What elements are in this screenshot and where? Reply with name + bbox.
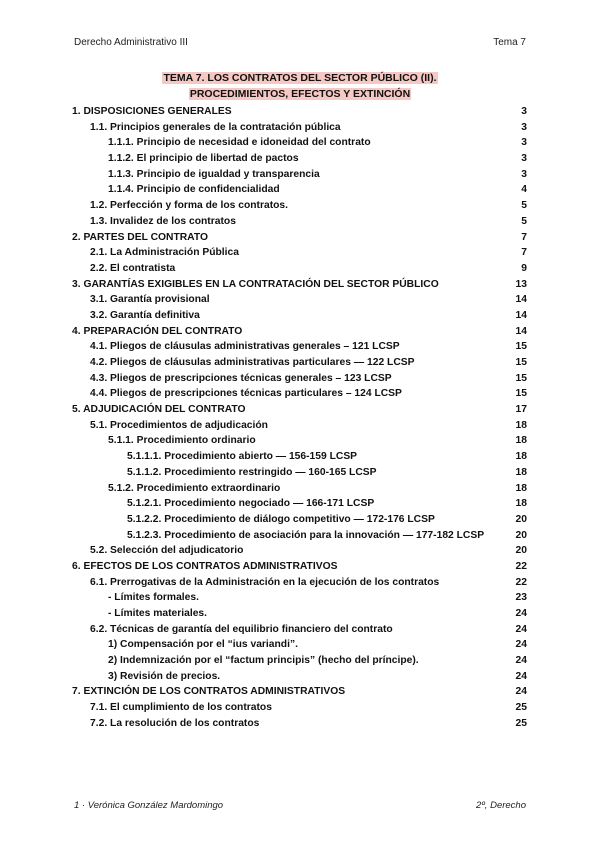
toc-entry-title: 4. PREPARACIÓN DEL CONTRATO	[72, 325, 243, 337]
toc-entry[interactable]	[72, 277, 527, 293]
toc-entry-title: 4.1. Pliegos de cláusulas administrativas generales – 121 LCSP	[90, 341, 400, 353]
toc-entry-title: 1.1.1. Principio de necesidad e idoneidad del contrato	[108, 137, 371, 149]
toc-entry[interactable]	[72, 355, 527, 371]
toc-entry[interactable]	[72, 104, 527, 120]
toc-entry-page: 18	[515, 482, 527, 494]
toc-entry-title: 6.2. Técnicas de garantía del equilibrio financiero del contrato	[90, 623, 393, 635]
toc-entry[interactable]	[72, 669, 527, 685]
toc-entry-page: 22	[515, 560, 527, 572]
toc-entry-page: 3	[521, 168, 527, 180]
toc-entry[interactable]	[72, 433, 527, 449]
toc-entry-title: 1.1.3. Principio de igualdad y transparencia	[108, 168, 320, 180]
toc-entry[interactable]	[72, 716, 527, 732]
toc-entry-title: 3. GARANTÍAS EXIGIBLES EN LA CONTRATACIÓN DEL SECTOR PÚBLICO	[72, 278, 439, 290]
toc-entry-page: 20	[515, 545, 527, 557]
toc-entry[interactable]	[72, 182, 527, 198]
toc-entry-title: 5.1. Procedimientos de adjudicación	[90, 419, 268, 431]
toc-entry-title: 2. PARTES DEL CONTRATO	[72, 231, 208, 243]
toc-entry-title: 6.1. Prerrogativas de la Administración en la ejecución de los contratos	[90, 576, 440, 588]
toc-entry-title: 2.1. La Administración Pública	[90, 247, 239, 259]
toc-entry-title: 1.1.2. El principio de libertad de pactos	[108, 153, 299, 165]
toc-entry-page: 15	[515, 388, 527, 400]
toc-entry-page: 18	[515, 466, 527, 478]
toc-entry-page: 24	[515, 670, 527, 682]
toc-entry[interactable]	[72, 386, 527, 402]
toc-entry-page: 25	[515, 702, 527, 714]
toc-entry-page: 14	[515, 294, 527, 306]
toc-entry-page: 9	[521, 262, 527, 274]
toc-entry-page: 15	[515, 372, 527, 384]
toc-entry-page: 18	[515, 498, 527, 510]
toc-entry[interactable]	[72, 465, 527, 481]
toc-entry-page: 3	[521, 137, 527, 149]
toc-entry-title: 4.3. Pliegos de prescripciones técnicas generales – 123 LCSP	[90, 372, 392, 384]
toc-entry-title: 1. DISPOSICIONES GENERALES	[72, 106, 232, 117]
toc-entry-page: 5	[521, 200, 527, 212]
toc-entry-title: 5.1.2.2. Procedimiento de diálogo competitivo — 172-176 LCSP	[127, 513, 435, 525]
page-header	[74, 37, 526, 51]
toc-entry[interactable]	[72, 575, 527, 591]
toc-entry-title: 7. EXTINCIÓN DE LOS CONTRATOS ADMINISTRATIVOS	[72, 686, 346, 698]
toc-entry-page: 22	[515, 576, 527, 588]
table-of-contents	[72, 104, 527, 732]
toc-entry-page: 18	[515, 419, 527, 431]
toc-entry-title: 3) Revisión de precios.	[108, 670, 221, 682]
toc-entry[interactable]	[72, 292, 527, 308]
toc-entry[interactable]	[72, 230, 527, 246]
toc-entry[interactable]	[72, 418, 527, 434]
toc-entry[interactable]	[72, 402, 527, 418]
doc-title-line1: TEMA 7. LOS CONTRATOS DEL SECTOR PÚBLICO (II).	[163, 72, 437, 84]
toc-entry[interactable]	[72, 481, 527, 497]
toc-entry-title: 5.1.2.1. Procedimiento negociado — 166-171 LCSP	[127, 498, 375, 510]
toc-entry-page: 25	[515, 717, 527, 729]
toc-entry-page: 23	[515, 592, 527, 604]
page-footer	[74, 800, 526, 814]
toc-entry-title: 1.1.4. Principio de confidencialidad	[108, 184, 280, 196]
toc-entry[interactable]	[72, 167, 527, 183]
toc-entry-page: 3	[521, 106, 527, 117]
toc-entry-title: 2.2. El contratista	[90, 262, 176, 274]
toc-entry-title: 1) Compensación por el “ius variandi”.	[108, 639, 298, 651]
toc-entry[interactable]	[72, 512, 527, 528]
toc-entry-title: 5.1.1. Procedimiento ordinario	[108, 435, 256, 447]
toc-entry-title: 5.1.2. Procedimiento extraordinario	[108, 482, 281, 494]
toc-entry[interactable]	[72, 496, 527, 512]
header-topic: Tema 7	[493, 37, 526, 48]
toc-entry-page: 24	[515, 655, 527, 667]
toc-entry-title: 3.1. Garantía provisional	[90, 294, 210, 306]
toc-entry-title: - Límites materiales.	[108, 608, 208, 619]
toc-entry-title: 5.1.2.3. Procedimiento de asociación para la innovación — 177-182 LCSP	[127, 529, 485, 541]
toc-entry-title: 6. EFECTOS DE LOS CONTRATOS ADMINISTRATIVOS	[72, 560, 338, 572]
toc-entry-title: 2) Indemnización por el “factum principis” (hecho del príncipe).	[108, 655, 419, 667]
doc-title-line2: PROCEDIMIENTOS, EFECTOS Y EXTINCIÓN	[189, 88, 411, 100]
toc-entry-page: 15	[515, 357, 527, 368]
toc-entry-title: 5. ADJUDICACIÓN DEL CONTRATO	[72, 404, 246, 416]
toc-entry-title: 4.4. Pliegos de prescripciones técnicas particulares – 124 LCSP	[90, 388, 402, 400]
toc-entry-page: 5	[521, 215, 527, 227]
toc-entry-title: 7.2. La resolución de los contratos	[90, 717, 260, 729]
toc-entry-page: 7	[521, 247, 527, 259]
toc-entry-page: 24	[515, 608, 527, 619]
toc-entry-title: 7.1. El cumplimiento de los contratos	[90, 702, 272, 714]
toc-entry[interactable]	[72, 606, 527, 622]
toc-entry-page: 17	[515, 404, 527, 416]
toc-entry-page: 24	[515, 686, 527, 698]
toc-entry[interactable]	[72, 653, 527, 669]
toc-entry[interactable]	[72, 245, 527, 261]
toc-entry-title: 5.1.1.1. Procedimiento abierto — 156-159 LCSP	[127, 451, 358, 463]
toc-entry[interactable]	[72, 214, 527, 230]
toc-entry-page: 13	[515, 278, 527, 290]
toc-entry[interactable]	[72, 120, 527, 136]
toc-entry[interactable]	[72, 559, 527, 575]
toc-entry[interactable]	[72, 700, 527, 716]
toc-entry-page: 14	[515, 325, 527, 337]
toc-entry-title: 1.1. Principios generales de la contratación pública	[90, 121, 341, 133]
toc-entry-title: 1.3. Invalidez de los contratos	[90, 215, 236, 227]
toc-entry-page: 7	[521, 231, 527, 243]
toc-entry-page: 3	[521, 121, 527, 133]
header-course: Derecho Administrativo III	[74, 37, 188, 48]
toc-entry-page: 15	[515, 341, 527, 353]
toc-entry-page: 24	[515, 639, 527, 651]
footer-author: 1 · Verónica González Mardomingo	[74, 800, 224, 811]
toc-entry[interactable]	[72, 261, 527, 277]
toc-entry[interactable]	[72, 590, 527, 606]
toc-entry[interactable]	[72, 684, 527, 700]
toc-entry[interactable]	[72, 339, 527, 355]
toc-entry-page: 20	[515, 529, 527, 541]
toc-entry-title: 5.1.1.2. Procedimiento restringido — 160-165 LCSP	[127, 466, 377, 478]
toc-entry[interactable]	[72, 135, 527, 151]
toc-entry[interactable]	[72, 308, 527, 324]
toc-entry[interactable]	[72, 198, 527, 214]
toc-entry-page: 18	[515, 435, 527, 447]
toc-entry-page: 3	[521, 153, 527, 165]
toc-entry-title: 4.2. Pliegos de cláusulas administrativas particulares — 122 LCSP	[90, 357, 415, 368]
toc-entry[interactable]	[72, 151, 527, 167]
toc-entry-page: 14	[515, 309, 527, 321]
toc-entry-page: 24	[515, 623, 527, 635]
footer-course: 2º, Derecho	[476, 800, 526, 811]
toc-entry[interactable]	[72, 371, 527, 387]
toc-entry-title: 3.2. Garantía definitiva	[90, 309, 200, 321]
toc-entry[interactable]	[72, 543, 527, 559]
toc-entry[interactable]	[72, 324, 527, 340]
toc-entry-title: 5.2. Selección del adjudicatorio	[90, 545, 244, 557]
toc-entry[interactable]	[72, 622, 527, 638]
toc-entry[interactable]	[72, 449, 527, 465]
toc-entry-page: 4	[521, 184, 527, 196]
toc-entry-title: - Límites formales.	[108, 592, 199, 604]
toc-entry[interactable]	[72, 528, 527, 544]
toc-entry[interactable]	[72, 637, 527, 653]
toc-entry-title: 1.2. Perfección y forma de los contratos.	[90, 200, 288, 212]
toc-entry-page: 20	[515, 513, 527, 525]
toc-entry-page: 18	[515, 451, 527, 463]
